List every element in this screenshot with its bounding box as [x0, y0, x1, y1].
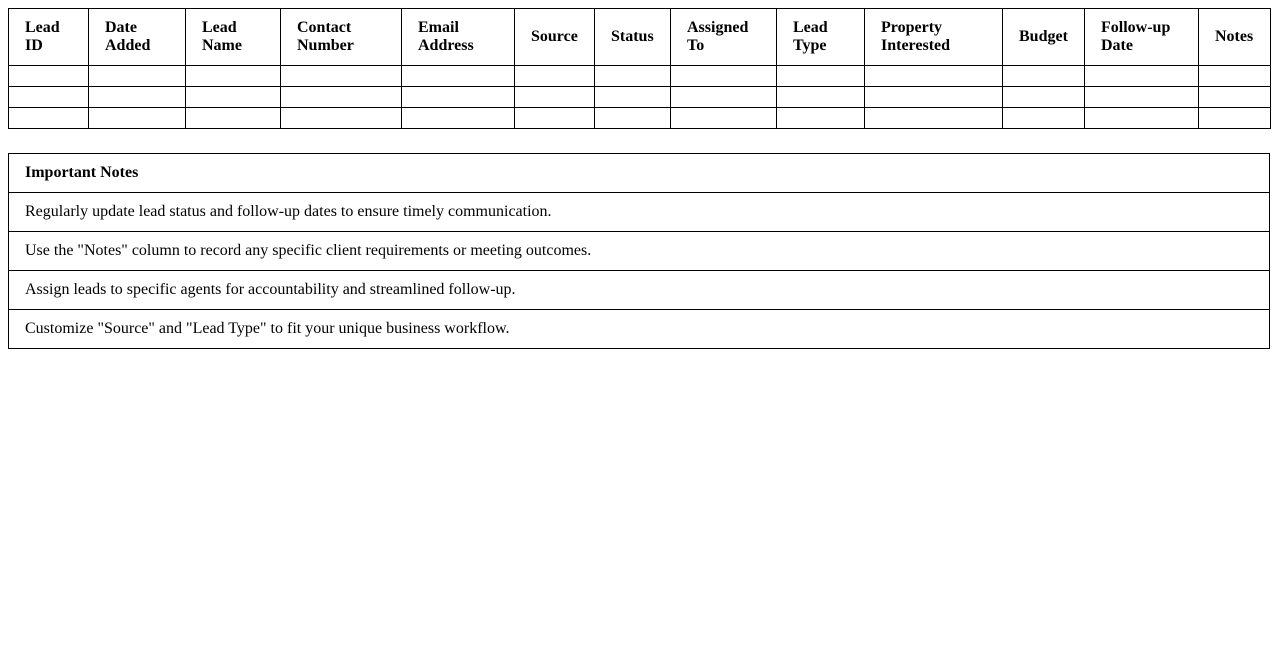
leads-table	[8, 8, 1271, 129]
table-cell[interactable]	[865, 108, 1003, 129]
table-cell[interactable]	[865, 66, 1003, 87]
header-date-added: Date Added	[89, 9, 186, 66]
table-cell[interactable]	[281, 108, 402, 129]
table-cell[interactable]	[1003, 66, 1085, 87]
table-cell[interactable]	[595, 66, 671, 87]
table-row	[9, 108, 1271, 129]
table-cell[interactable]	[777, 87, 865, 108]
table-cell[interactable]	[1199, 108, 1271, 129]
header-status: Status	[595, 9, 671, 66]
table-cell[interactable]	[9, 108, 89, 129]
header-assigned-to: Assigned To	[671, 9, 777, 66]
table-cell[interactable]	[515, 66, 595, 87]
table-cell[interactable]	[595, 87, 671, 108]
table-cell[interactable]	[402, 66, 515, 87]
table-cell[interactable]	[89, 108, 186, 129]
table-cell[interactable]	[402, 108, 515, 129]
header-contact-number: Contact Number	[281, 9, 402, 66]
table-cell[interactable]	[777, 108, 865, 129]
table-cell[interactable]	[515, 87, 595, 108]
header-lead-id: Lead ID	[9, 9, 89, 66]
header-row	[9, 9, 1271, 66]
table-cell[interactable]	[1085, 108, 1199, 129]
header-budget: Budget	[1003, 9, 1085, 66]
table-cell[interactable]	[9, 66, 89, 87]
note-item: Regularly update lead status and follow-up dates to ensure timely communication.	[9, 192, 1269, 231]
header-follow-up-date: Follow-up Date	[1085, 9, 1199, 66]
table-cell[interactable]	[671, 66, 777, 87]
table-cell[interactable]	[777, 66, 865, 87]
header-lead-type: Lead Type	[777, 9, 865, 66]
table-cell[interactable]	[89, 66, 186, 87]
header-lead-name: Lead Name	[186, 9, 281, 66]
table-cell[interactable]	[1199, 87, 1271, 108]
header-property-interested: Property Interested	[865, 9, 1003, 66]
table-cell[interactable]	[186, 87, 281, 108]
table-cell[interactable]	[865, 87, 1003, 108]
table-row	[9, 66, 1271, 87]
table-cell[interactable]	[671, 87, 777, 108]
table-cell[interactable]	[515, 108, 595, 129]
table-cell[interactable]	[186, 66, 281, 87]
table-cell[interactable]	[281, 87, 402, 108]
table-cell[interactable]	[89, 87, 186, 108]
table-cell[interactable]	[1085, 87, 1199, 108]
table-cell[interactable]	[1003, 108, 1085, 129]
important-notes-title: Important Notes	[25, 164, 139, 181]
table-cell[interactable]	[9, 87, 89, 108]
important-notes-box	[8, 153, 1270, 349]
table-cell[interactable]	[1199, 66, 1271, 87]
table-cell[interactable]	[402, 87, 515, 108]
header-email-address: Email Address	[402, 9, 515, 66]
note-item: Use the "Notes" column to record any specific client requirements or meeting outcomes.	[9, 231, 1269, 270]
table-cell[interactable]	[671, 108, 777, 129]
header-notes: Notes	[1199, 9, 1271, 66]
note-item: Customize "Source" and "Lead Type" to fit your unique business workflow.	[9, 309, 1269, 348]
table-row	[9, 87, 1271, 108]
header-source: Source	[515, 9, 595, 66]
table-cell[interactable]	[595, 108, 671, 129]
table-cell[interactable]	[1085, 66, 1199, 87]
table-cell[interactable]	[281, 66, 402, 87]
table-cell[interactable]	[1003, 87, 1085, 108]
note-item: Assign leads to specific agents for accountability and streamlined follow-up.	[9, 270, 1269, 309]
table-cell[interactable]	[186, 108, 281, 129]
